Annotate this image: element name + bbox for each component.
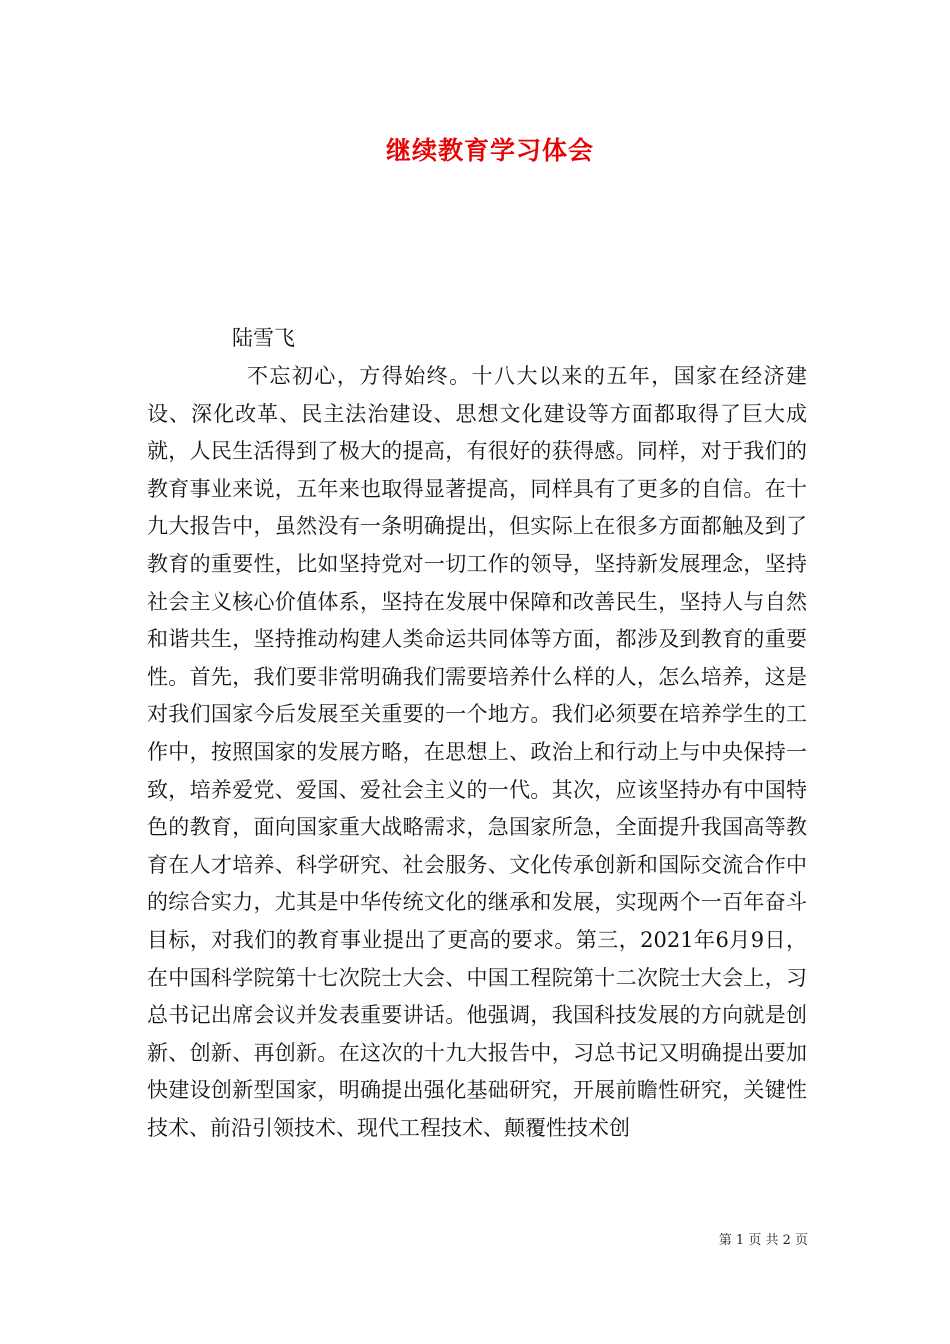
body-paragraph: 不忘初心，方得始终。十八大以来的五年，国家在经济建设、深化改革、民主法治建设、思想文化建设等方面都取得了巨大成就，人民生活得到了极大的提高，有很好的获得感。同样，对于我们的教育事业来说，五年来也取得显著提高，同样具有了更多的自信。在十九大报告中，虽然没有一条明确提出，但实际上在很多方面都触及到了教育的重要性，比如坚持党对一切工作的领导，坚持新发展理念，坚持社会主义核心价值体系，坚持在发展中保障和改善民生，坚持人与自然和谐共生，坚持推动构建人类命运共同体等方面，都涉及到教育的重要性。首先，我们要非常明确我们需要培养什么样的人，怎么培养，这是对我们国家今后发展至关重要的一个地方。我们必须要在培养学生的工作中，按照国家的发展方略，在思想上、政治上和行动上与中央保持一致，培养爱党、爱国、爱社会主义的一代。其次，应该坚持办有中国特色的教育，面向国家重大战略需求，急国家所急，全面提升我国高等教育在人才培养、科学研究、社会服务、文化传承创新和国际交流合作中的综合实力，尤其是中华传统文化的继承和发展，实现两个一百年奋斗目标，对我们的教育事业提出了更高的要求。第三，2021年6月9日，在中国科学院第十七次院士大会、中国工程院第十二次院士大会上，习总书记出席会议并发表重要讲话。他强调，我国科技发展的方向就是创新、创新、再创新。在这次的十九大报告中，习总书记又明确提出要加快建设创新型国家，明确提出强化基础研究，开展前瞻性研究，关键性技术、前沿引领技术、现代工程技术、颠覆性技术创 [147,364,807,1140]
author-name: 陆雪飞 [232,326,295,350]
document-title: 继续教育学习体会 [385,136,594,165]
page-number: 第 1 页 共 2 页 [718,1233,808,1248]
